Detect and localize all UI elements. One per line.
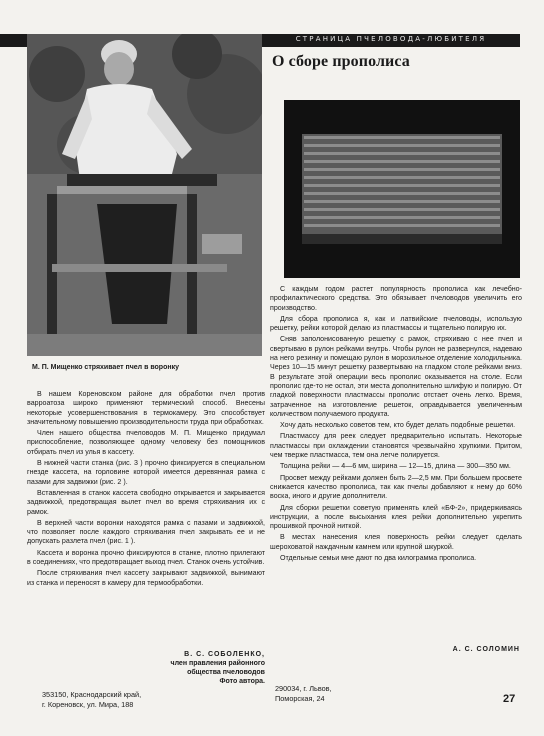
paragraph: Отдельные семьи мне дают по два килограмма прополиса. [280, 554, 477, 563]
article-title: О сборе прополиса [272, 53, 410, 70]
section-header-bar [262, 34, 520, 47]
article1-body [27, 390, 265, 590]
article2-signature [400, 645, 520, 654]
address-line: 353150, Краснодарский край, [42, 690, 142, 699]
photo-credit: Фото автора. [219, 678, 265, 685]
author-role: член правления районного [170, 660, 265, 667]
propolis-grid-photo [284, 100, 520, 278]
article1-signature [120, 650, 265, 686]
paragraph: Вставленная в станок кассета свободно открывается и закрывается задвижкой, предотвращая вылет пчел во время стряхивания их с рамок. [27, 488, 265, 516]
paragraph: В нашем Кореновском районе для обработки пчел против варроатоза широко применяют термический способ. Внесены некоторые усовершенствования в термокамеру. Это способствует значительному повышению производительности труда при обработках. [27, 390, 265, 426]
article1-address [42, 690, 141, 709]
paragraph: Пластмассу для реек следует предварительно испытать. Некоторые пластмассы при охлаждении становятся чрезвычайно хрупкими. Притом, чем тверже пластмасса, тем она легче полируется. [270, 432, 522, 460]
paragraph: В верхней части воронки находятся рамка с пазами и задвижкой, что позволяет после каждого стряхивания пчел закрывать ее и не допускать разлета пчел (рис. 1 ). [27, 518, 265, 546]
paragraph: Толщина рейки — 4—6 мм, ширина — 12—15, длина — 300—350 мм. [280, 462, 511, 471]
paragraph: После стряхивания пчел кассету закрывают задвижкой, вынимают из станка и переносят в камеру для термообработки. [27, 569, 265, 587]
paragraph: Для сбора прополиса я, как и латвийские пчеловоды, использую решетку, рейки которой делаю из пластмассы и тщательно полирую их. [270, 314, 522, 333]
paragraph: Член нашего общества пчеловодов М. П. Мищенко придумал приспособление, позволяющее одному человеку без помощников отбирать пчел из улья в кассету. [27, 429, 265, 456]
address-line: Поморская, 24 [275, 693, 325, 703]
paragraph: В местах нанесения клея поверхность рейки следует сделать шероховатой наждачным камнем или крупной шкуркой. [270, 533, 522, 551]
address-line: 290034, г. Львов, [275, 684, 332, 693]
page-number: 27 [503, 693, 516, 705]
author-role: общества пчеловодов [187, 669, 265, 676]
author-name: А. С. СОЛОМИН [452, 646, 520, 653]
author-name: В. С. СОБОЛЕНКО, [184, 651, 265, 658]
article2-body [270, 285, 522, 565]
section-title: СТРАНИЦА ПЧЕЛОВОДА-ЛЮБИТЕЛЯ [295, 35, 487, 43]
paragraph: В нижней части станка (рис. 3 ) прочно фиксируется в специальном гнезде кассета, на горловине которой имеется деревянная рамка с пазами для задвижки (рис. 2 ). [27, 459, 265, 486]
paragraph: Кассета и воронка прочно фиксируются в станке, плотно прилегают в соединениях, что предотвращает выход пчел. Станок очень устойчив. [27, 548, 265, 567]
paragraph: Для сборки решетки советую применять клей «БФ-2», придерживаясь инструкции, а после высыхания клея рейки дополнительно укрепить прошивкой прочной ниткой. [270, 503, 522, 531]
photo-caption: М. П. Мищенко стряхивает пчел в воронку [32, 364, 179, 371]
beekeeper-photo [27, 34, 262, 356]
paragraph: Просвет между рейками должен быть 2—2,5 мм. При большем просвете снижается качество прополиса, так как пчелы добавляют к нему до 60% воска, иного и другие дополнители. [270, 473, 522, 501]
paragraph: С каждым годом растет популярность прополиса как лечебно-профилактического средства. Это обязывает пчеловодов увеличить его производство. [270, 285, 522, 312]
address-line: г. Кореновск, ул. Мира, 188 [42, 699, 134, 709]
paragraph: Сняв заполонисованную решетку с рамок, стряхиваю с нее пчел и свертываю в рулон рейками внутрь. Чтобы рулон не развернулся, надеваю на него резинку и помещаю рулон в морозильное отделение холодильника. Через 10—15 минут решетку развертываю на гладком столе рейками вниз. В результате этой операции весь прополис оказывается на столе. Если прополис где-то не остал, эти места дополнительно шлифую и полирую. От гладкой поверхности пластмассы прополис отстает очень легко. Время, затраченное на изготовление решеток, оправдывается увеличенным количеством получаемого продукта. [270, 335, 522, 418]
paragraph: Хочу дать несколько советов тем, кто будет делать подобные решетки. [280, 421, 516, 430]
header-strip-left [0, 34, 28, 47]
article2-address [275, 684, 332, 703]
